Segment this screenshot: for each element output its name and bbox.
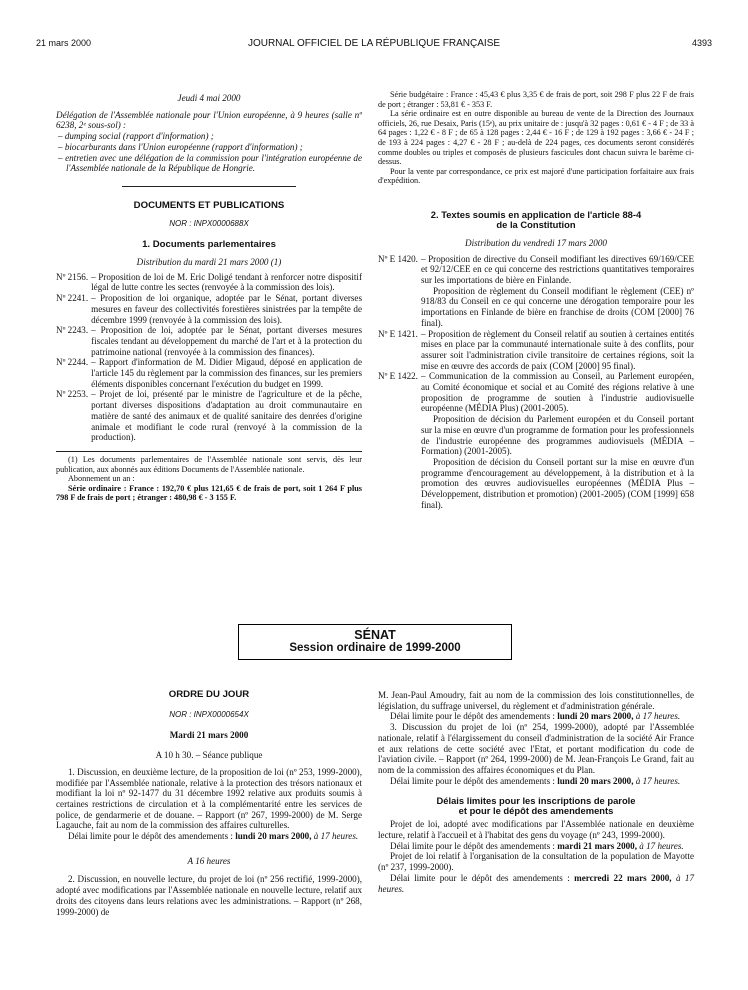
agenda-item-2-cont: M. Jean-Paul Amoudry, fait au nom de la commission des lois constitutionnelles, de législation, du suffrage universel, du règlement et d'administration générale.	[378, 690, 694, 711]
agenda-item-2: 2. Discussion, en nouvelle lecture, du projet de loi (nº 256 rectifié, 1999-2000), adopté avec modifications par l'Assemblée nationale en nouvelle lecture, relatif aux droits des citoyens dans leurs relations avec les administrations. – Rapport (nº 268, 1999-2000) de	[56, 874, 362, 917]
texte-item: Nº E 1421. – Proposition de règlement du Conseil relatif au soutien à certaines entités mises en place par la communauté internationale suite à des conflits, pour assurer soit l'administration civile transitoire de certaines régions, soit la mise en œuvre des accords de paix (COM [2000] 95 final).	[378, 328, 694, 371]
seance-date: Mardi 21 mars 2000	[169, 730, 249, 741]
left-column-top	[56, 93, 362, 503]
texte-item: Nº E 1420. – Proposition de directive du Conseil modifiant les directives 69/169/CEE et 92/12/CEE en ce qui concerne des restrictions quantitatives temporaires sur les importations de bière en Finlande. Proposition de règlement du Conseil modifiant le règlement (CEE) nº 918/83 du Conseil en ce qui concerne une dérogation temporaire pour les importations en Finlande de bière en franchise de droits (COM [2000] 76 final).	[378, 253, 694, 328]
texte-sub: Proposition de décision du Conseil portant sur la mise en œuvre d'un programme d'encouragement au développement, à la distribution et à la promotion des œuvres audiovisuelles européennes (MÉDIA Plus – Développement, distribution et promotion) (2001-2005) (COM [1999] 658 final).	[420, 457, 694, 510]
serie-ordinaire: Série ordinaire : France : 192,70 € plus 121,65 € de frais de port, soit 1 264 F plus 798 F de frais de port ; étranger : 480,98 € - 3 155 F.	[56, 483, 362, 503]
delegation-text: Délégation de l'Assemblée nationale pour l'Union européenne, à 9 heures (salle nº 6238, 2ᵉ sous-sol) :	[56, 109, 362, 131]
header-date: 21 mars 2000	[36, 38, 92, 48]
document-item: Nº 2241. – Proposition de loi organique, adoptée par le Sénat, portant diverses mesures en faveur des collectivités forestières sinistrées par la tempête de décembre 1999 (renvoyée à la commission des lois).	[56, 293, 362, 325]
right-column-bottom	[378, 690, 694, 894]
serie-budgetaire: Série budgétaire : France : 45,43 € plus 3,35 € de frais de port, soit 298 F plus 22 F de frais de port ; étranger : 53,81 € - 353 F.	[378, 90, 694, 109]
delais-item-1: Projet de loi, adopté avec modifications par l'Assemblée nationale en deuxième lecture, relatif à l'accueil et à l'habitat des gens du voyage (nº 243, 1999-2000).	[378, 819, 694, 841]
texte-sub: Proposition de règlement du Conseil modifiant le règlement (CEE) nº 918/83 du Conseil en ce qui concerne une dérogation temporaire pour les importations en Finlande de bière en franchise de droits (COM [2000] 76 final).	[420, 285, 694, 328]
seance-time-2: A 16 heures	[187, 855, 231, 866]
document-item: Nº 2253. – Projet de loi, présenté par le ministre de l'agriculture et de la pêche, portant diverses dispositions d'adaptation au droit communautaire en matière de santé des animaux et de qualité sanitaire des denrées d'origine animale et modifiant le code rural (renvoyé à la commission de la production).	[56, 389, 362, 443]
delai-2: Délai limite pour le dépôt des amendements : lundi 20 mars 2000, à 17 heures.	[390, 711, 681, 722]
document-item: Nº 2244. – Rapport d'information de M. Didier Migaud, déposé en application de l'article 145 du règlement par la commission des finances, sur les premiers éléments disponibles concernant l'exécution du budget en 1999.	[56, 357, 362, 389]
document-item: Nº 2156. – Proposition de loi de M. Eric Doligé tendant à renforcer notre dispositif légal de lutte contre les sectes (renvoyée à la commission des lois).	[56, 271, 362, 293]
correspondance-info: Pour la vente par correspondance, ce prix est majoré d'une participation forfaitaire aux frais d'expédition.	[378, 166, 694, 186]
left-column-bottom	[56, 690, 362, 917]
agenda-bullet: – dumping social (rapport d'information) ;	[58, 131, 214, 142]
delai-1: Délai limite pour le dépôt des amendements : lundi 20 mars 2000, à 17 heures.	[68, 831, 359, 842]
section2-title: 2. Textes soumis en application de l'article 88-4 de la Constitution	[430, 208, 642, 230]
senat-session: Session ordinaire de 1999-2000	[289, 642, 461, 654]
vente-info: La série ordinaire est en outre disponible au bureau de vente de la Direction des Journaux officiels, 26, rue Desaix, Paris (15ᵉ), au prix unitaire de : jusqu'à 32 pages : 0,61 € - 4 F ; de 33 à 64 pages : 1,22 € - 8 F ; de 65 à 128 pages : 2,44 € - 16 F ; de 129 à 192 pages : 3,66 € - 24 F ; de 193 à 224 pages : 4,27 € - 28 F ; au-delà de 224 pages, ces documents seront considérés comme doubles ou triples et composés de plusieurs fascicules dont chacun suivra le barème ci-dessus.	[378, 109, 694, 167]
nor-code-senat: NOR : INPX0000654X	[169, 709, 249, 719]
section1-title: 1. Documents parlementaires	[142, 239, 276, 251]
agenda-item-1: 1. Discussion, en deuxième lecture, de la proposition de loi (nº 253, 1999-2000), modifiée par l'Assemblée nationale, relative à la protection des trésors nationaux et modifiant la loi nº 92-1477 du 31 décembre 1992 relative aux produits soumis à certaines restrictions de circulation et à la complémentarité entre les services de police, de gendarmerie et de douane. – Rapport (nº 267, 1999-2000) de M. Serge Lagauche, fait au nom de la commission des affaires culturelles.	[56, 766, 362, 831]
delai-5: Délai limite pour le dépôt des amendements : mercredi 22 mars 2000, à 17 heures.	[378, 872, 694, 894]
delai-4: Délai limite pour le dépôt des amendements : mardi 21 mars 2000, à 17 heures.	[390, 840, 684, 851]
texte-item: Nº E 1422. – Communication de la commission au Conseil, au Parlement européen, au Comité économique et social et au Comité des régions relative à une proposition de programme de soutien à l'industrie audiovisuelle européenne (MÉDIA Plus) (2001-2005). Proposition de décision du Parlement européen et du Conseil portant sur la mise en œuvre d'un programme de formation pour les professionnels de l'industrie européenne des programmes audiovisuels (MÉDIA – Formation) (2001-2005). Proposition de décision du Conseil portant sur la mise en œuvre d'un programme d'encouragement au développement, à la distribution et à la promotion des œuvres audiovisuelles européennes (MÉDIA Plus – Développement, distribution et promotion) (2001-2005) (COM [1999] 658 final).	[378, 371, 694, 510]
right-column-top	[378, 90, 694, 511]
agenda-bullet: – biocarburants dans l'Union européenne (rapport d'information) ;	[58, 141, 303, 152]
date-heading: Jeudi 4 mai 2000	[177, 93, 241, 103]
agenda-item-3: 3. Discussion du projet de loi (nº 254, 1999-2000), adopté par l'Assemblée nationale, relatif à l'élargissement du conseil d'administration de la société Air France et aux relations de cette société avec l'Etat, et portant modification du code de l'aviation civile. – Rapport (nº 264, 1999-2000) de M. Jean-François Le Grand, fait au nom de la commission des affaires économiques et du Plan.	[378, 722, 694, 775]
documents-title: DOCUMENTS ET PUBLICATIONS	[133, 199, 285, 211]
distribution-date: Distribution du mardi 21 mars 2000 (1)	[136, 257, 282, 268]
senat-title: SÉNAT	[354, 628, 396, 642]
journal-title: JOURNAL OFFICIEL DE LA RÉPUBLIQUE FRANÇAISE	[247, 38, 501, 49]
agenda-bullet: – entretien avec une délégation de la commission pour l'intégration européenne de l'Assemblée nationale de la République de Hongrie.	[58, 152, 362, 174]
texte-sub: Proposition de décision du Parlement européen et du Conseil portant sur la mise en œuvre d'un programme de formation pour les professionnels de l'industrie européenne des programmes audiovisuels (MÉDIA – Formation) (2001-2005).	[420, 414, 694, 457]
senat-banner	[238, 624, 512, 660]
delai-3: Délai limite pour le dépôt des amendements : lundi 20 mars 2000, à 17 heures.	[390, 775, 681, 786]
footnote: (1) Les documents parlementaires de l'Assemblée nationale sont servis, dès leur publication, aux abonnés aux éditions Documents de l'Assemblée nationale.	[56, 454, 362, 474]
divider	[122, 186, 296, 187]
footnote-divider	[56, 451, 362, 452]
page-number: 4393	[691, 38, 712, 48]
nor-code: NOR : INPX0000688X	[169, 218, 249, 228]
distribution-date-right: Distribution du vendredi 17 mars 2000	[465, 237, 607, 248]
delais-title: Délais limites pour les inscriptions de parole et pour le dépôt des amendements	[436, 795, 636, 817]
ordre-du-jour-title: ORDRE DU JOUR	[168, 689, 250, 700]
abonnement-label: Abonnement un an :	[68, 474, 135, 484]
seance-time-1: A 10 h 30. – Séance publique	[155, 750, 263, 761]
document-item: Nº 2243. – Proposition de loi, adoptée par le Sénat, portant diverses mesures fiscales tendant au développement du marché de l'art et à la protection du patrimoine national (renvoyée à la commission des finances).	[56, 325, 362, 357]
delais-item-2: Projet de loi relatif à l'organisation de la consultation de la population de Mayotte (nº 237, 1999-2000).	[378, 851, 694, 873]
